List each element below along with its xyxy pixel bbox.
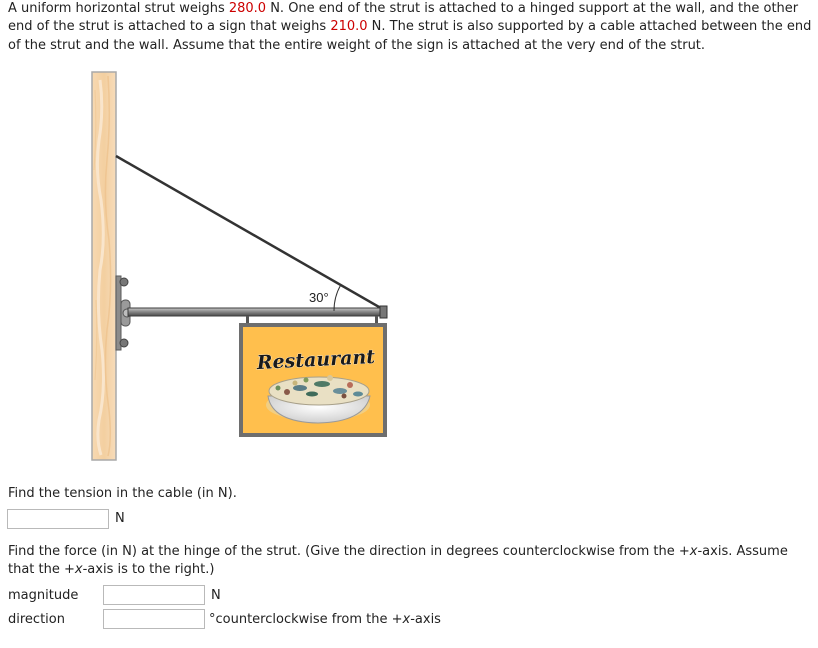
cable (116, 156, 386, 311)
wall (92, 72, 116, 460)
angle-arc (334, 285, 341, 311)
angle-label: 30° (309, 290, 329, 305)
bowl-of-food-icon (266, 375, 370, 423)
direction-unit-axis-var: x (402, 612, 411, 627)
question-2-text-1: Find the force (in N) at the hinge of the strut. (Give the direction in degrees counterclockwise from the + (8, 544, 690, 559)
strut (128, 306, 387, 318)
problem-text-2: N. One end of the strut is attached to a hinged support at the wall, and the other end of the strut is attached to a sign that weighs (8, 1, 799, 35)
direction-unit-label (209, 611, 441, 629)
strut-weight-value: 280.0 (228, 1, 267, 16)
question-1-prompt: Find the tension in the cable (in N). (8, 486, 237, 501)
question-2-axis-var-1: x (689, 544, 698, 559)
problem-text-3: N. The strut is also supported by a cable attached between the end of the strut and the wall. Assume that the entire weight of the sign is attached at the very end of the strut. (8, 19, 812, 53)
problem-text-1: A uniform horizontal strut weighs (8, 1, 229, 16)
magnitude-label: magnitude (8, 588, 79, 603)
direction-unit-text-1: °counterclockwise from the + (209, 612, 403, 627)
sign-weight-value: 210.0 (330, 19, 368, 35)
direction-label: direction (8, 612, 65, 627)
question-2-text-2: -axis. Assume that the + (8, 544, 788, 577)
direction-unit-text-2: -axis (410, 612, 441, 627)
hinge-magnitude-input[interactable] (103, 585, 205, 605)
cable-tension-input[interactable] (7, 509, 109, 529)
question-2-axis-var-2: x (74, 562, 83, 577)
question-2-text-3: -axis is to the right.) (82, 562, 215, 577)
hinge-direction-input[interactable] (103, 609, 205, 629)
question-2-prompt (8, 543, 808, 579)
tension-unit-label: N (115, 511, 125, 526)
restaurant-sign (239, 323, 387, 437)
magnitude-unit-label: N (211, 588, 221, 603)
sign-hangers (246, 316, 378, 323)
sign-text: Restaurant (256, 345, 376, 375)
